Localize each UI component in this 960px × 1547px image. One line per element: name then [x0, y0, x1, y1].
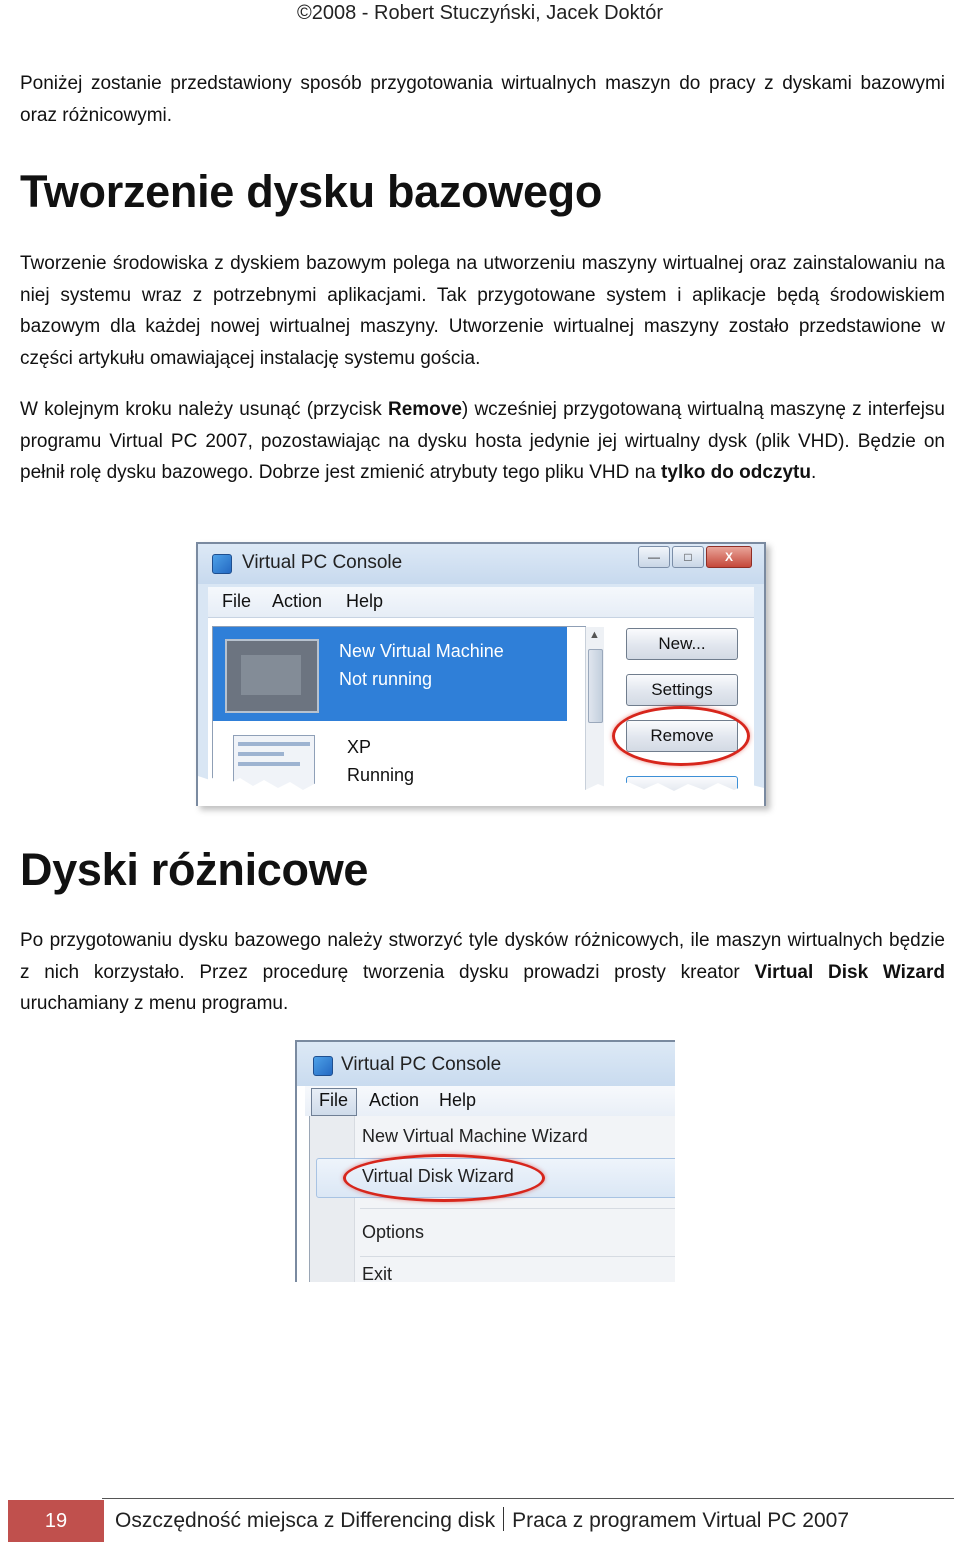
menu-file[interactable]: File: [222, 591, 252, 611]
minimize-button[interactable]: —: [638, 546, 670, 568]
window-title: Virtual PC Console: [242, 552, 403, 573]
vm-status: Not running: [339, 669, 433, 689]
remove-button[interactable]: Remove: [626, 720, 738, 752]
menu-icon-gutter: [310, 1116, 355, 1282]
torn-edge-decoration: [198, 544, 764, 806]
footer-rule: [102, 1498, 954, 1499]
base-disk-paragraph: Tworzenie środowiska z dyskiem bazowym polega na utworzeniu maszyny wirtualnej oraz zainstalowaniu na niej systemu wraz z potrzebnymi aplikacjami. Tak przygotowane system i aplikacje będą środowiskiem bazowym dla każdej nowej wirtualnej maszyny. Utworzenie wirtualnej maszyny zostało przedstawione w części artykułu omawiającej instalację systemu gościa.: [20, 253, 945, 369]
menu-item-new-vm-wizard[interactable]: New Virtual Machine Wizard: [362, 1126, 588, 1146]
readonly-keyword: tylko do odczytu: [661, 462, 811, 483]
remove-vm-paragraph: [20, 394, 945, 489]
footer-title: [115, 1507, 849, 1533]
settings-button[interactable]: Settings: [626, 674, 738, 706]
differencing-disks-paragraph: [20, 925, 945, 1020]
title-bar: [297, 1042, 675, 1086]
section-heading-base-disk: Tworzenie dysku bazowego: [20, 166, 603, 217]
intro-paragraph: Poniżej zostanie przedstawiony sposób przygotowania wirtualnych maszyn do pracy z dyskami bazowymi oraz różnicowymi.: [20, 73, 945, 126]
menu-help[interactable]: Help: [346, 591, 384, 611]
page-number: 19: [8, 1500, 104, 1542]
virtual-disk-wizard-highlight-ring: [343, 1154, 545, 1202]
menu-action[interactable]: Action: [369, 1090, 420, 1110]
vm-status-xp: Running: [347, 765, 415, 785]
para-text: W kolejnym kroku należy usunąć (przycisk: [20, 399, 388, 420]
menu-separator: [360, 1256, 675, 1257]
screenshot-file-menu: [295, 1040, 675, 1282]
menu-item-options[interactable]: Options: [362, 1222, 425, 1242]
scroll-up-icon[interactable]: ▲: [589, 629, 600, 641]
menu-file[interactable]: File: [319, 1090, 349, 1110]
screenshot-virtual-pc-console-remove: [196, 542, 766, 806]
section-heading-differencing-disks: Dyski różnicowe: [20, 844, 369, 895]
footer-left-title: Oszczędność miejsca z Differencing disk: [115, 1509, 496, 1532]
wizard-keyword: Virtual Disk Wizard: [754, 961, 945, 983]
maximize-button[interactable]: □: [672, 546, 704, 568]
para-text: ) wcześniej przygotowaną wirtualną maszynę z interfejsu programu Virtual PC 2007, pozostawiając na dysku hosta jedynie jej wirtualny dysk (plik VHD). Będzie on pełnił rolę dysku bazowego. Dobrze jest zmienić atrybuty tego pliku VHD na: [20, 399, 945, 483]
virtual-pc-icon: [313, 1056, 333, 1076]
page-header: ©2008 - Robert Stuczyński, Jacek Doktór: [297, 2, 663, 24]
footer-separator: [503, 1507, 504, 1531]
new-button[interactable]: New...: [626, 628, 738, 660]
menu-help[interactable]: Help: [439, 1090, 477, 1110]
para-text: .: [810, 462, 817, 483]
remove-keyword: Remove: [387, 399, 462, 420]
menu-separator: [360, 1208, 675, 1209]
menu-item-exit[interactable]: Exit: [362, 1264, 393, 1282]
window-title: Virtual PC Console: [341, 1054, 502, 1075]
menu-item-virtual-disk-wizard[interactable]: Virtual Disk Wizard: [362, 1166, 514, 1186]
close-button[interactable]: X: [706, 546, 752, 568]
vm-name: New Virtual Machine: [339, 641, 504, 661]
menu-action[interactable]: Action: [272, 591, 323, 611]
footer-right-title: Praca z programem Virtual PC 2007: [512, 1509, 850, 1532]
para-text: Po przygotowaniu dysku bazowego należy stworzyć tyle dysków różnicowych, ile maszyn wirtualnych będzie z nich korzystało. Przez procedurę tworzenia dysku prowadzi prosty kreator: [20, 930, 945, 983]
vm-name-xp[interactable]: XP: [347, 737, 372, 757]
menu-bar: [305, 1086, 675, 1116]
para-text: uruchamiany z menu programu.: [20, 993, 289, 1014]
